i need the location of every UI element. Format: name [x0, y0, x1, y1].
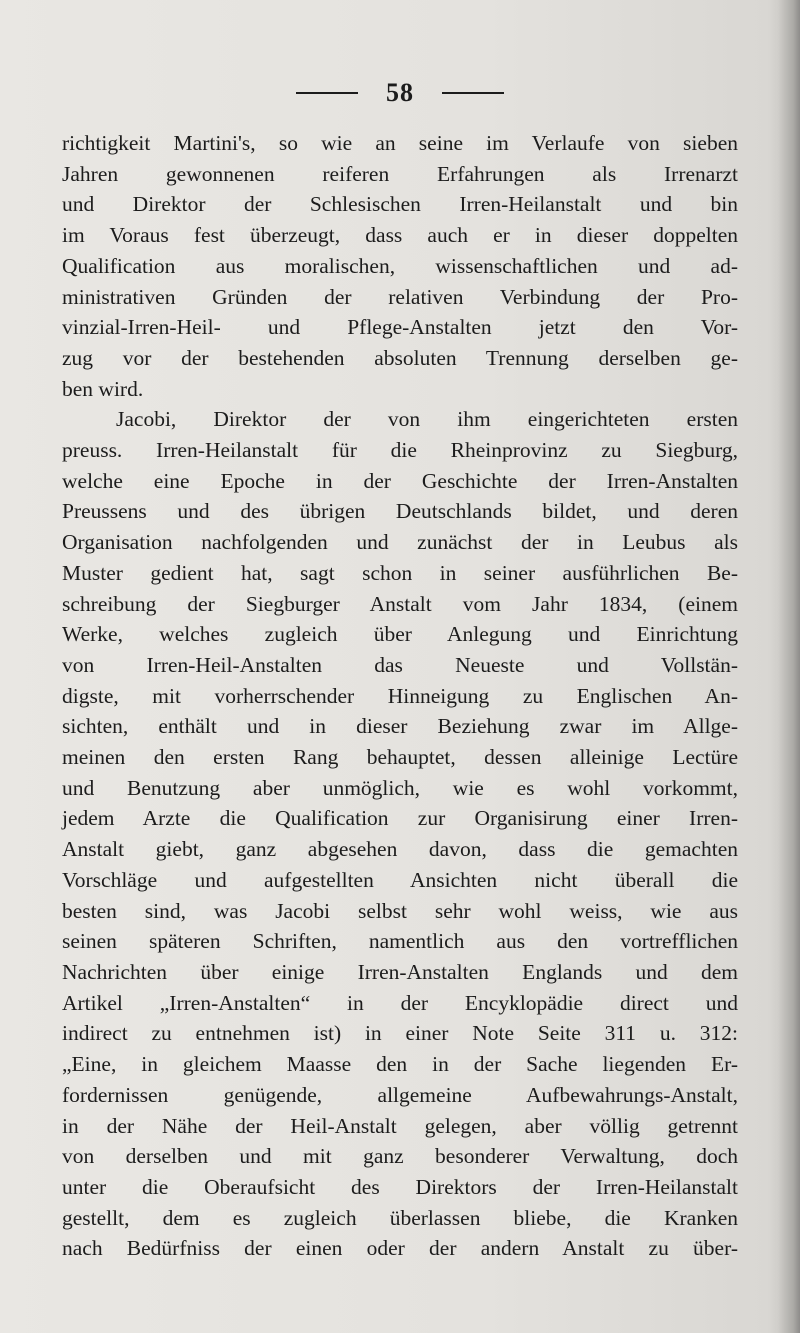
text-line: gestellt, dem es zugleich überlassen bliebe, die Kranken — [62, 1205, 738, 1230]
text-line: Preussens und des übrigen Deutschlands bildet, und deren — [62, 499, 738, 524]
text-line: von derselben und mit ganz besonderer Verwaltung, doch — [62, 1144, 738, 1169]
text-line: welche eine Epoche in der Geschichte der Irren-Anstalten — [62, 468, 738, 493]
header-rule-right — [442, 92, 504, 94]
text-line: Jacobi, Direktor der von ihm eingerichteten ersten — [116, 407, 738, 432]
text-line: indirect zu entnehmen ist) in einer Note Seite 311 u. 312: — [62, 1021, 738, 1046]
text-line: nach Bedürfniss der einen oder der andern Anstalt zu über- — [62, 1236, 738, 1261]
text-line: in der Nähe der Heil-Anstalt gelegen, aber völlig getrennt — [62, 1113, 738, 1138]
text-line: von Irren-Heil-Anstalten das Neueste und Vollstän- — [62, 652, 738, 677]
text-line: ministrativen Gründen der relativen Verbindung der Pro- — [62, 284, 738, 309]
text-line: zug vor der bestehenden absoluten Trennung derselben ge- — [62, 345, 738, 370]
text-line: richtigkeit Martini's, so wie an seine im Verlaufe von sieben — [62, 131, 738, 155]
text-line: digste, mit vorherrschender Hinneigung zu Englischen An- — [62, 683, 738, 708]
text-line: vinzial-Irren-Heil- und Pflege-Anstalten jetzt den Vor- — [62, 315, 738, 340]
text-line: fordernissen genügende, allgemeine Aufbewahrungs-Anstalt, — [62, 1082, 738, 1107]
text-line: Organisation nachfolgenden und zunächst der in Leubus als — [62, 530, 738, 555]
text-line: sichten, enthält und in dieser Beziehung zwar im Allge- — [62, 714, 738, 739]
body-text — [62, 128, 738, 1264]
text-line: Muster gedient hat, sagt schon in seiner ausführlichen Be- — [62, 560, 738, 585]
text-line: besten sind, was Jacobi selbst sehr wohl weiss, wie aus — [62, 898, 738, 923]
text-line: preuss. Irren-Heilanstalt für die Rheinprovinz zu Siegburg, — [62, 438, 738, 463]
page-number: 58 — [386, 78, 414, 107]
text-line: Qualification aus moralischen, wissenschaftlichen und ad- — [62, 253, 738, 278]
text-line: „Eine, in gleichem Maasse den in der Sache liegenden Er- — [62, 1052, 738, 1077]
text-line: meinen den ersten Rang behauptet, dessen alleinige Lectüre — [62, 745, 738, 770]
text-line: Vorschläge und aufgestellten Ansichten nicht überall die — [62, 867, 738, 892]
text-line: im Voraus fest überzeugt, dass auch er in dieser doppelten — [62, 223, 738, 248]
text-line: seinen späteren Schriften, namentlich aus den vortrefflichen — [62, 929, 738, 954]
page-header — [0, 78, 800, 108]
text-line: ben wird. — [62, 376, 144, 401]
text-line: Werke, welches zugleich über Anlegung und Einrichtung — [62, 622, 738, 647]
page-edge-shadow — [778, 0, 800, 1333]
text-line: Artikel „Irren-Anstalten“ in der Encyklopädie direct und — [62, 990, 738, 1015]
text-line: und Benutzung aber unmöglich, wie es wohl vorkommt, — [62, 775, 738, 800]
text-line: Anstalt giebt, ganz abgesehen davon, dass die gemachten — [62, 837, 738, 862]
text-line: jedem Arzte die Qualification zur Organisirung einer Irren- — [62, 806, 738, 831]
text-line: und Direktor der Schlesischen Irren-Heilanstalt und bin — [62, 192, 738, 217]
text-line: Nachrichten über einige Irren-Anstalten Englands und dem — [62, 959, 738, 984]
text-line: Jahren gewonnenen reiferen Erfahrungen als Irrenarzt — [62, 161, 738, 186]
header-rule-left — [296, 92, 358, 94]
text-line: unter die Oberaufsicht des Direktors der Irren-Heilanstalt — [62, 1174, 738, 1199]
text-line: schreibung der Siegburger Anstalt vom Jahr 1834, (einem — [62, 591, 738, 616]
